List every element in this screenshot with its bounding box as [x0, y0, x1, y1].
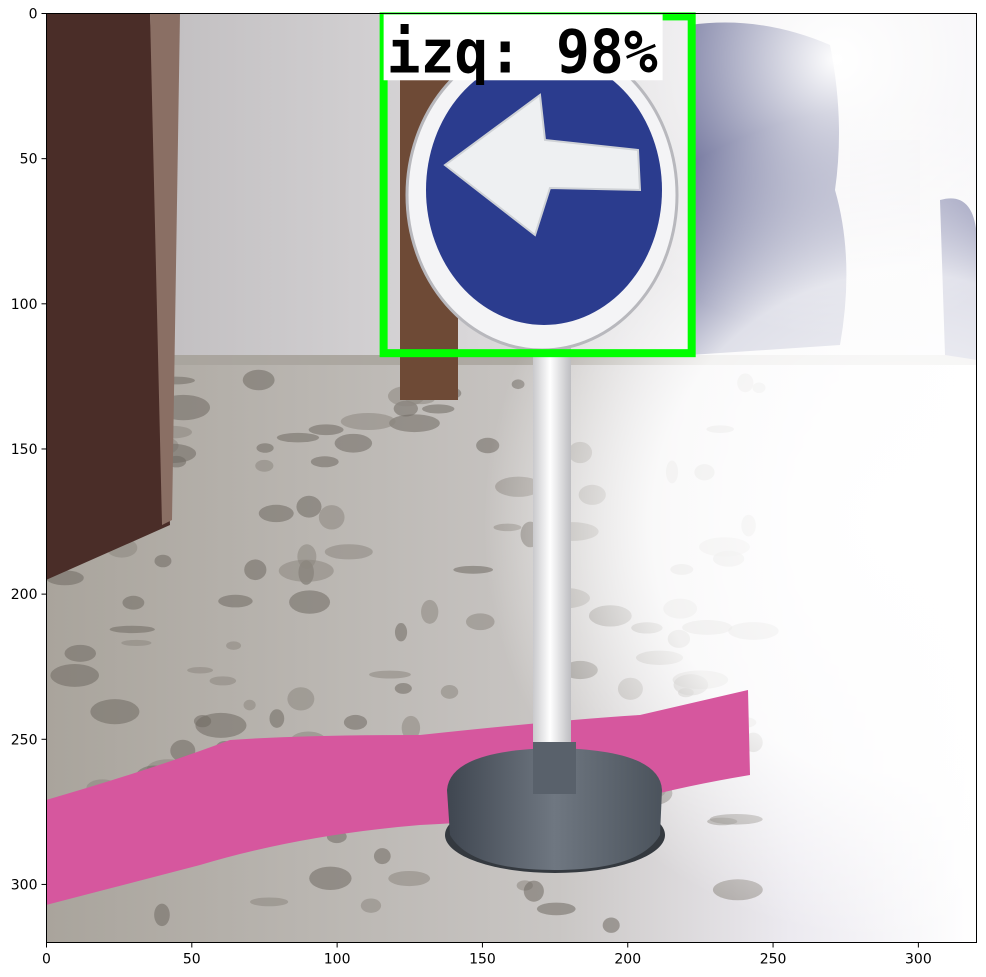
photo-scene [46, 13, 977, 943]
y-tick-label: 100 [10, 296, 38, 313]
y-tick-label: 0 [28, 6, 38, 23]
x-axis-ticks [42, 943, 932, 968]
sign-base-collar [533, 742, 576, 794]
detection-label: izq: 98% [386, 17, 658, 88]
x-tick-label: 150 [469, 951, 496, 968]
x-tick-label: 50 [182, 951, 201, 968]
y-axis-ticks [11, 7, 47, 894]
y-tick-label: 50 [19, 151, 38, 168]
y-tick-label: 250 [10, 732, 38, 749]
y-tick-label: 150 [10, 441, 38, 458]
x-tick-label: 250 [759, 951, 787, 968]
y-tick-label: 200 [10, 587, 38, 604]
y-tick-label: 300 [10, 877, 38, 894]
x-tick-label: 200 [614, 951, 642, 968]
x-tick-label: 0 [42, 951, 51, 968]
x-tick-label: 300 [905, 951, 932, 968]
x-tick-label: 100 [323, 951, 351, 968]
sign-pole [533, 320, 571, 760]
